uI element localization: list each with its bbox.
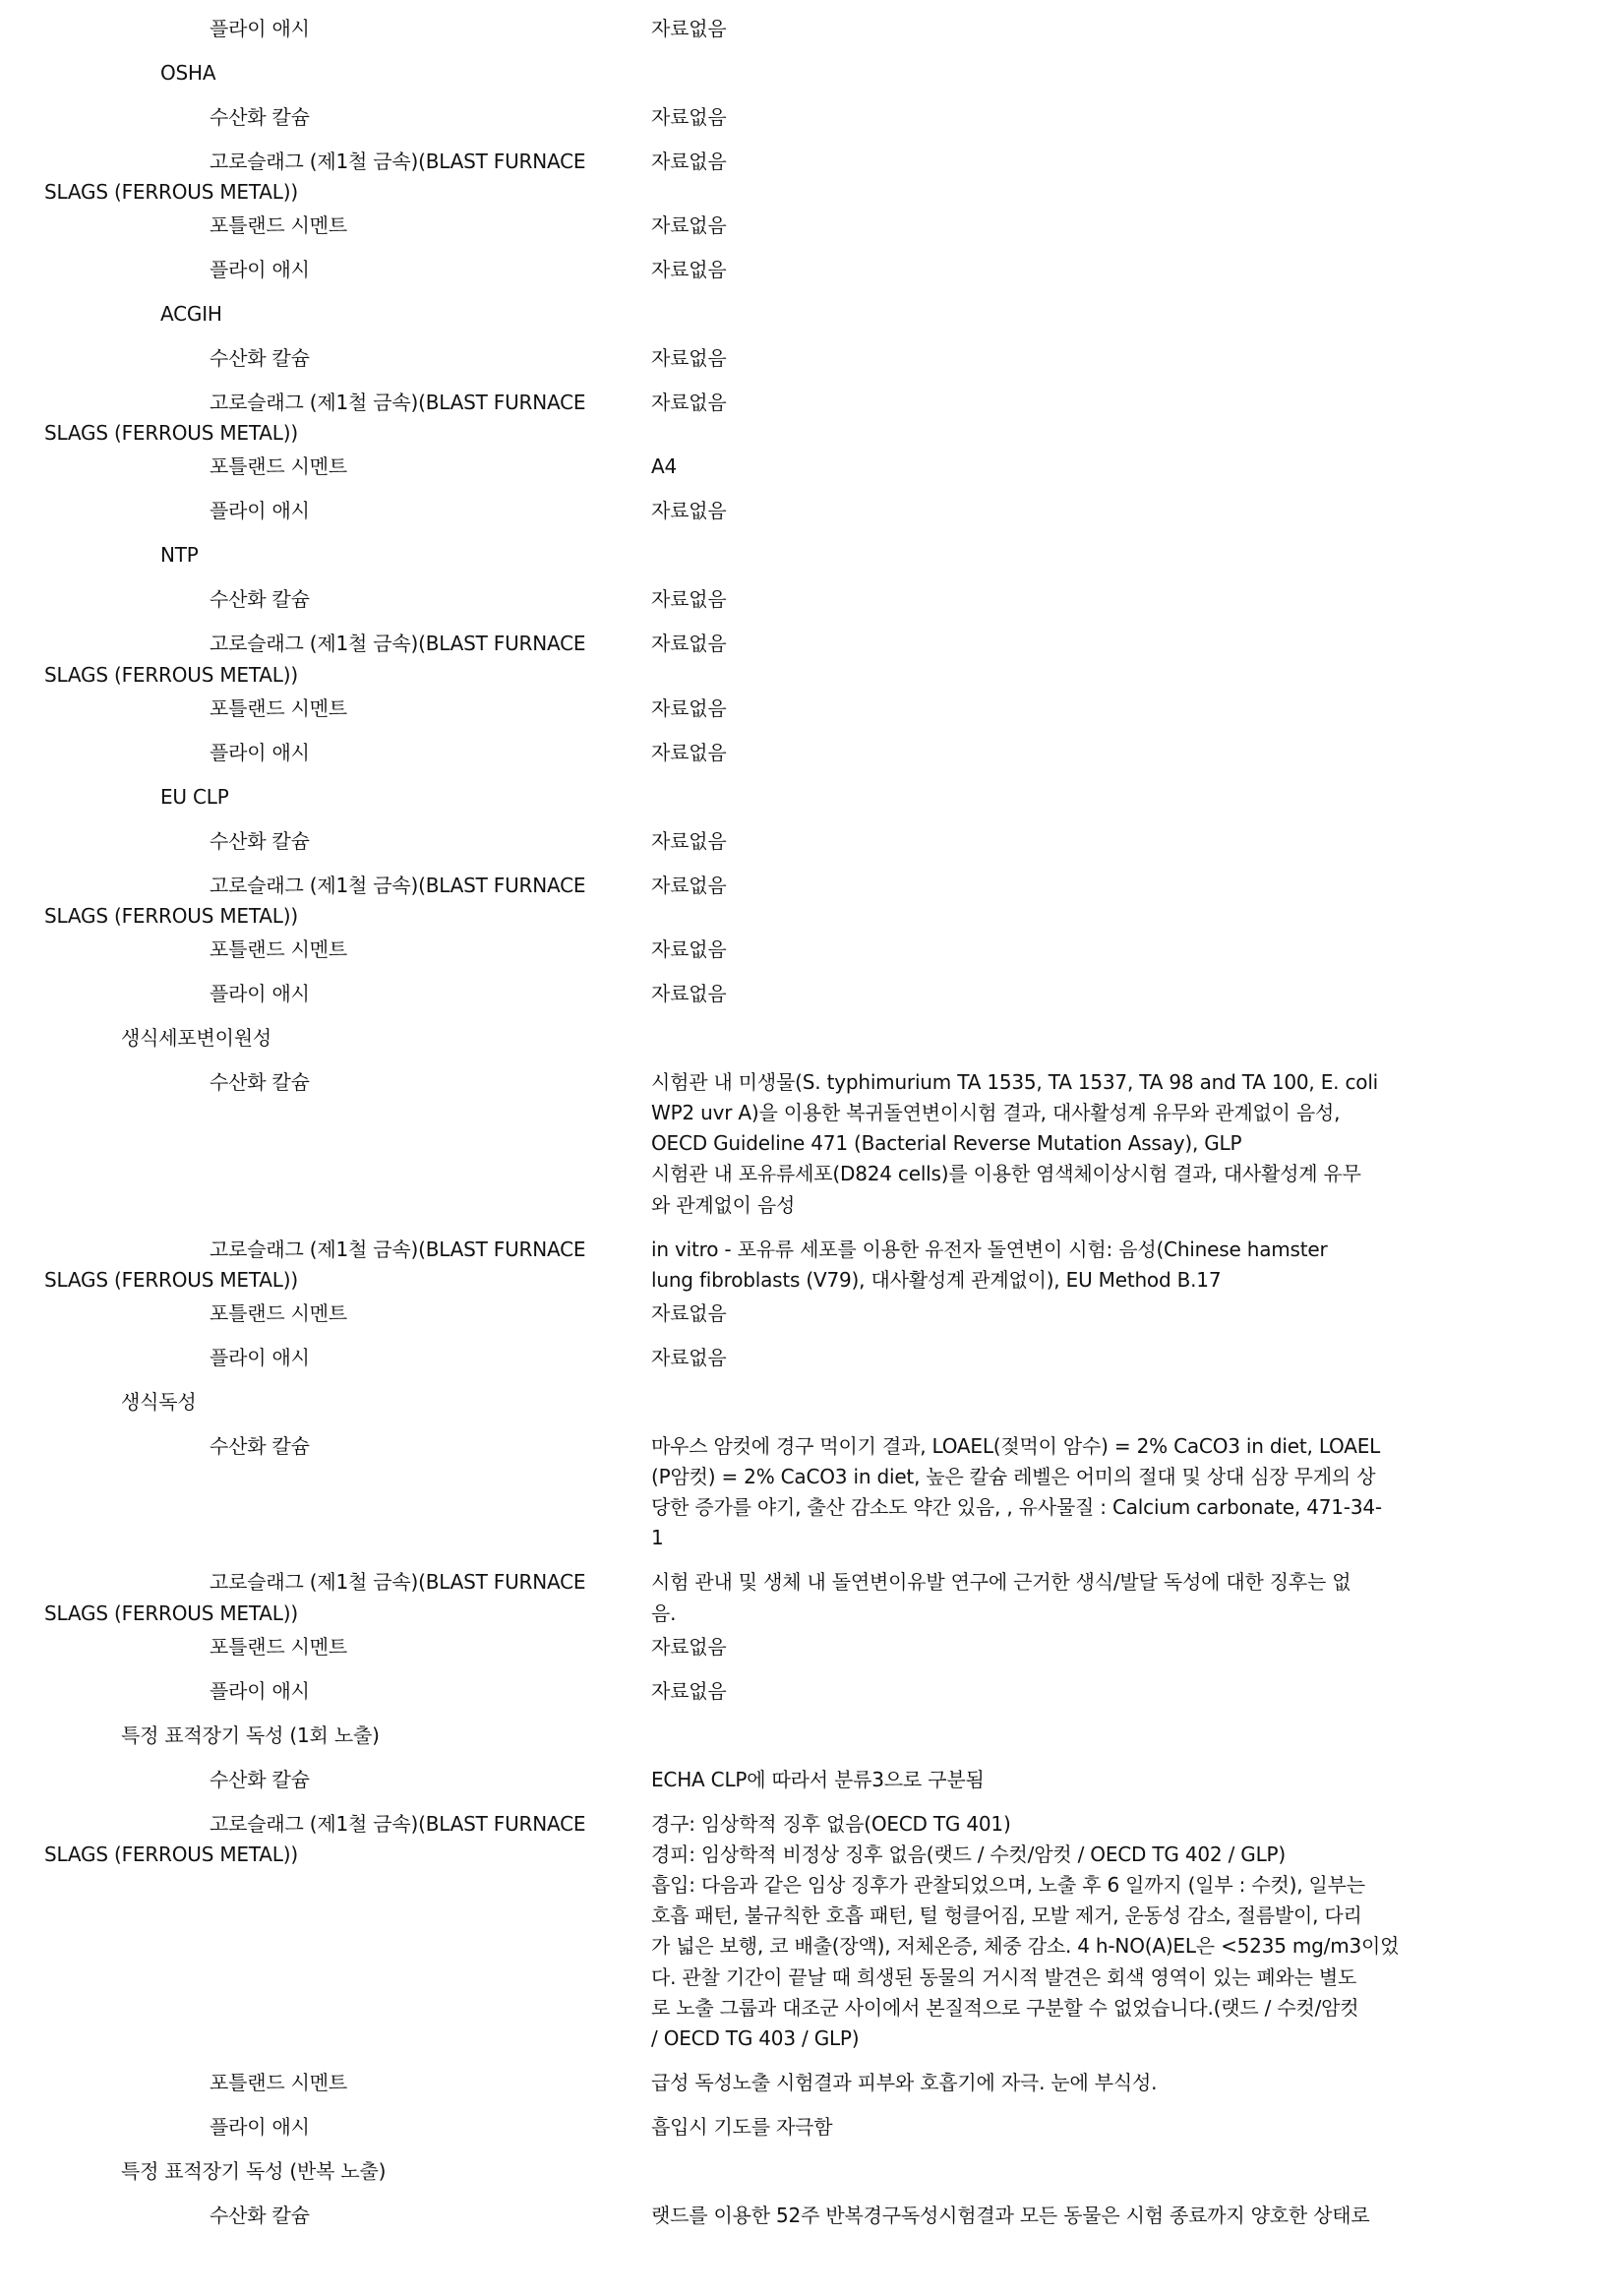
substance-value: 자료없음 xyxy=(651,587,727,611)
substance-name: 고로슬래그 (제1철 금속)(BLAST FURNACE xyxy=(210,1570,586,1594)
substance-value: 자료없음 xyxy=(651,17,727,40)
substance-name: 고로슬래그 (제1철 금속)(BLAST FURNACE xyxy=(210,1812,586,1836)
substance-value: 자료없음 xyxy=(651,391,727,414)
substance-name: 고로슬래그 (제1철 금속)(BLAST FURNACE xyxy=(210,1238,586,1261)
substance-value: 자료없음 xyxy=(651,346,727,370)
substance-value: 경피: 임상학적 비정상 징후 없음(랫드 / 수컷/암컷 / OECD TG 402 / GLP) xyxy=(651,1843,1286,1866)
substance-name-continued: SLAGS (FERROUS METAL)) xyxy=(44,663,298,687)
substance-name: 포틀랜드 시멘트 xyxy=(210,454,347,478)
substance-name: 플라이 애시 xyxy=(210,17,310,40)
substance-value: 로 노출 그룹과 대조군 사이에서 본질적으로 구분할 수 없었습니다.(랫드 / 수컷/암컷 xyxy=(651,1996,1359,2020)
substance-name: 포틀랜드 시멘트 xyxy=(210,696,347,720)
substance-value: ECHA CLP에 따라서 분류3으로 구분됨 xyxy=(651,1768,985,1791)
substance-value: 자료없음 xyxy=(651,1346,727,1369)
substance-name-continued: SLAGS (FERROUS METAL)) xyxy=(44,1843,298,1866)
substance-value: 자료없음 xyxy=(651,1679,727,1703)
substance-value: 마우스 암컷에 경구 먹이기 결과, LOAEL(젖먹이 암수) = 2% CaCO3 in diet, LOAEL xyxy=(651,1434,1381,1458)
substance-name: 고로슬래그 (제1철 금속)(BLAST FURNACE xyxy=(210,874,586,897)
substance-name: 고로슬래그 (제1철 금속)(BLAST FURNACE xyxy=(210,150,586,173)
substance-value: A4 xyxy=(651,454,678,478)
substance-value: 시험 관내 및 생체 내 돌연변이유발 연구에 근거한 생식/발달 독성에 대한 징후는 없 xyxy=(651,1570,1351,1594)
agency-heading: NTP xyxy=(160,543,199,567)
substance-name: 수산화 칼슘 xyxy=(210,829,310,853)
section-heading: 특정 표적장기 독성 (반복 노출) xyxy=(121,2159,387,2183)
substance-name-continued: SLAGS (FERROUS METAL)) xyxy=(44,180,298,204)
substance-value: 자료없음 xyxy=(651,1301,727,1325)
substance-value: 랫드를 이용한 52주 반복경구독성시험결과 모든 동물은 시험 종료까지 양호한 상태로 xyxy=(651,2204,1370,2227)
substance-value: 자료없음 xyxy=(651,982,727,1005)
substance-value: 자료없음 xyxy=(651,632,727,655)
substance-value: 흡입: 다음과 같은 임상 징후가 관찰되었으며, 노출 후 6 일까지 (일부 : 수컷), 일부는 xyxy=(651,1873,1365,1897)
substance-value: 1 xyxy=(651,1526,664,1549)
substance-value: 급성 독성노출 시험결과 피부와 호흡기에 자극. 눈에 부식성. xyxy=(651,2071,1158,2094)
substance-name: 플라이 애시 xyxy=(210,1679,310,1703)
substance-value: 자료없음 xyxy=(651,150,727,173)
substance-value: 가 넓은 보행, 코 배출(장액), 저체온증, 체중 감소. 4 h-NO(A)EL은 <5235 mg/m3이었 xyxy=(651,1934,1400,1958)
substance-value: 호흡 패턴, 불규칙한 호흡 패턴, 털 헝클어짐, 모발 제거, 운동성 감소, 절름발이, 다리 xyxy=(651,1903,1362,1927)
substance-name: 수산화 칼슘 xyxy=(210,1070,310,1094)
substance-value: 자료없음 xyxy=(651,741,727,764)
substance-value: 자료없음 xyxy=(651,213,727,237)
substance-name: 플라이 애시 xyxy=(210,258,310,281)
substance-value: / OECD TG 403 / GLP) xyxy=(651,2026,860,2050)
substance-value: 자료없음 xyxy=(651,105,727,129)
substance-name-continued: SLAGS (FERROUS METAL)) xyxy=(44,421,298,445)
substance-value: 자료없음 xyxy=(651,696,727,720)
substance-name: 수산화 칼슘 xyxy=(210,2204,310,2227)
substance-name: 플라이 애시 xyxy=(210,741,310,764)
substance-value: lung fibroblasts (V79), 대사활성계 관계없이), EU Method B.17 xyxy=(651,1268,1222,1292)
substance-value: 흡입시 기도를 자극함 xyxy=(651,2115,833,2139)
substance-value: 다. 관찰 기간이 끝날 때 희생된 동물의 거시적 발견은 회색 영역이 있는 폐와는 별도 xyxy=(651,1965,1357,1989)
substance-name: 수산화 칼슘 xyxy=(210,105,310,129)
substance-value: 자료없음 xyxy=(651,258,727,281)
substance-name: 수산화 칼슘 xyxy=(210,1434,310,1458)
substance-value: 와 관계없이 음성 xyxy=(651,1193,796,1217)
substance-name-continued: SLAGS (FERROUS METAL)) xyxy=(44,1268,298,1292)
substance-value: 자료없음 xyxy=(651,829,727,853)
substance-name: 수산화 칼슘 xyxy=(210,346,310,370)
section-heading: 생식세포변이원성 xyxy=(121,1026,271,1050)
substance-name-continued: SLAGS (FERROUS METAL)) xyxy=(44,904,298,928)
substance-value: (P암컷) = 2% CaCO3 in diet, 높은 칼슘 레벨은 어미의 절대 및 상대 심장 무게의 상 xyxy=(651,1465,1376,1488)
agency-heading: OSHA xyxy=(160,61,216,85)
section-heading: 생식독성 xyxy=(121,1390,197,1414)
substance-value: WP2 uvr A)을 이용한 복귀돌연변이시험 결과, 대사활성계 유무와 관계없이 음성, xyxy=(651,1101,1341,1124)
substance-value: 자료없음 xyxy=(651,499,727,522)
section-heading: 특정 표적장기 독성 (1회 노출) xyxy=(121,1723,380,1747)
substance-name: 플라이 애시 xyxy=(210,1346,310,1369)
substance-value: 시험관 내 포유류세포(D824 cells)를 이용한 염색체이상시험 결과, 대사활성계 유무 xyxy=(651,1162,1361,1185)
substance-value: 시험관 내 미생물(S. typhimurium TA 1535, TA 1537, TA 98 and TA 100, E. coli xyxy=(651,1070,1379,1094)
substance-name: 포틀랜드 시멘트 xyxy=(210,1635,347,1659)
substance-name: 수산화 칼슘 xyxy=(210,1768,310,1791)
agency-heading: EU CLP xyxy=(160,785,229,809)
substance-value: OECD Guideline 471 (Bacterial Reverse Mutation Assay), GLP xyxy=(651,1131,1242,1155)
substance-name: 포틀랜드 시멘트 xyxy=(210,2071,347,2094)
substance-name: 포틀랜드 시멘트 xyxy=(210,937,347,961)
substance-value: 음. xyxy=(651,1601,677,1625)
substance-name: 고로슬래그 (제1철 금속)(BLAST FURNACE xyxy=(210,391,586,414)
substance-value: 자료없음 xyxy=(651,1635,727,1659)
substance-value: in vitro - 포유류 세포를 이용한 유전자 돌연변이 시험: 음성(Chinese hamster xyxy=(651,1238,1328,1261)
substance-value: 경구: 임상학적 징후 없음(OECD TG 401) xyxy=(651,1812,1011,1836)
substance-name: 포틀랜드 시멘트 xyxy=(210,1301,347,1325)
substance-name: 플라이 애시 xyxy=(210,499,310,522)
substance-name-continued: SLAGS (FERROUS METAL)) xyxy=(44,1601,298,1625)
substance-name: 고로슬래그 (제1철 금속)(BLAST FURNACE xyxy=(210,632,586,655)
substance-name: 포틀랜드 시멘트 xyxy=(210,213,347,237)
substance-name: 수산화 칼슘 xyxy=(210,587,310,611)
substance-value: 자료없음 xyxy=(651,937,727,961)
substance-value: 당한 증가를 야기, 출산 감소도 약간 있음, , 유사물질 : Calcium carbonate, 471-34- xyxy=(651,1495,1382,1519)
substance-value: 자료없음 xyxy=(651,874,727,897)
substance-name: 플라이 애시 xyxy=(210,982,310,1005)
agency-heading: ACGIH xyxy=(160,302,222,326)
substance-name: 플라이 애시 xyxy=(210,2115,310,2139)
